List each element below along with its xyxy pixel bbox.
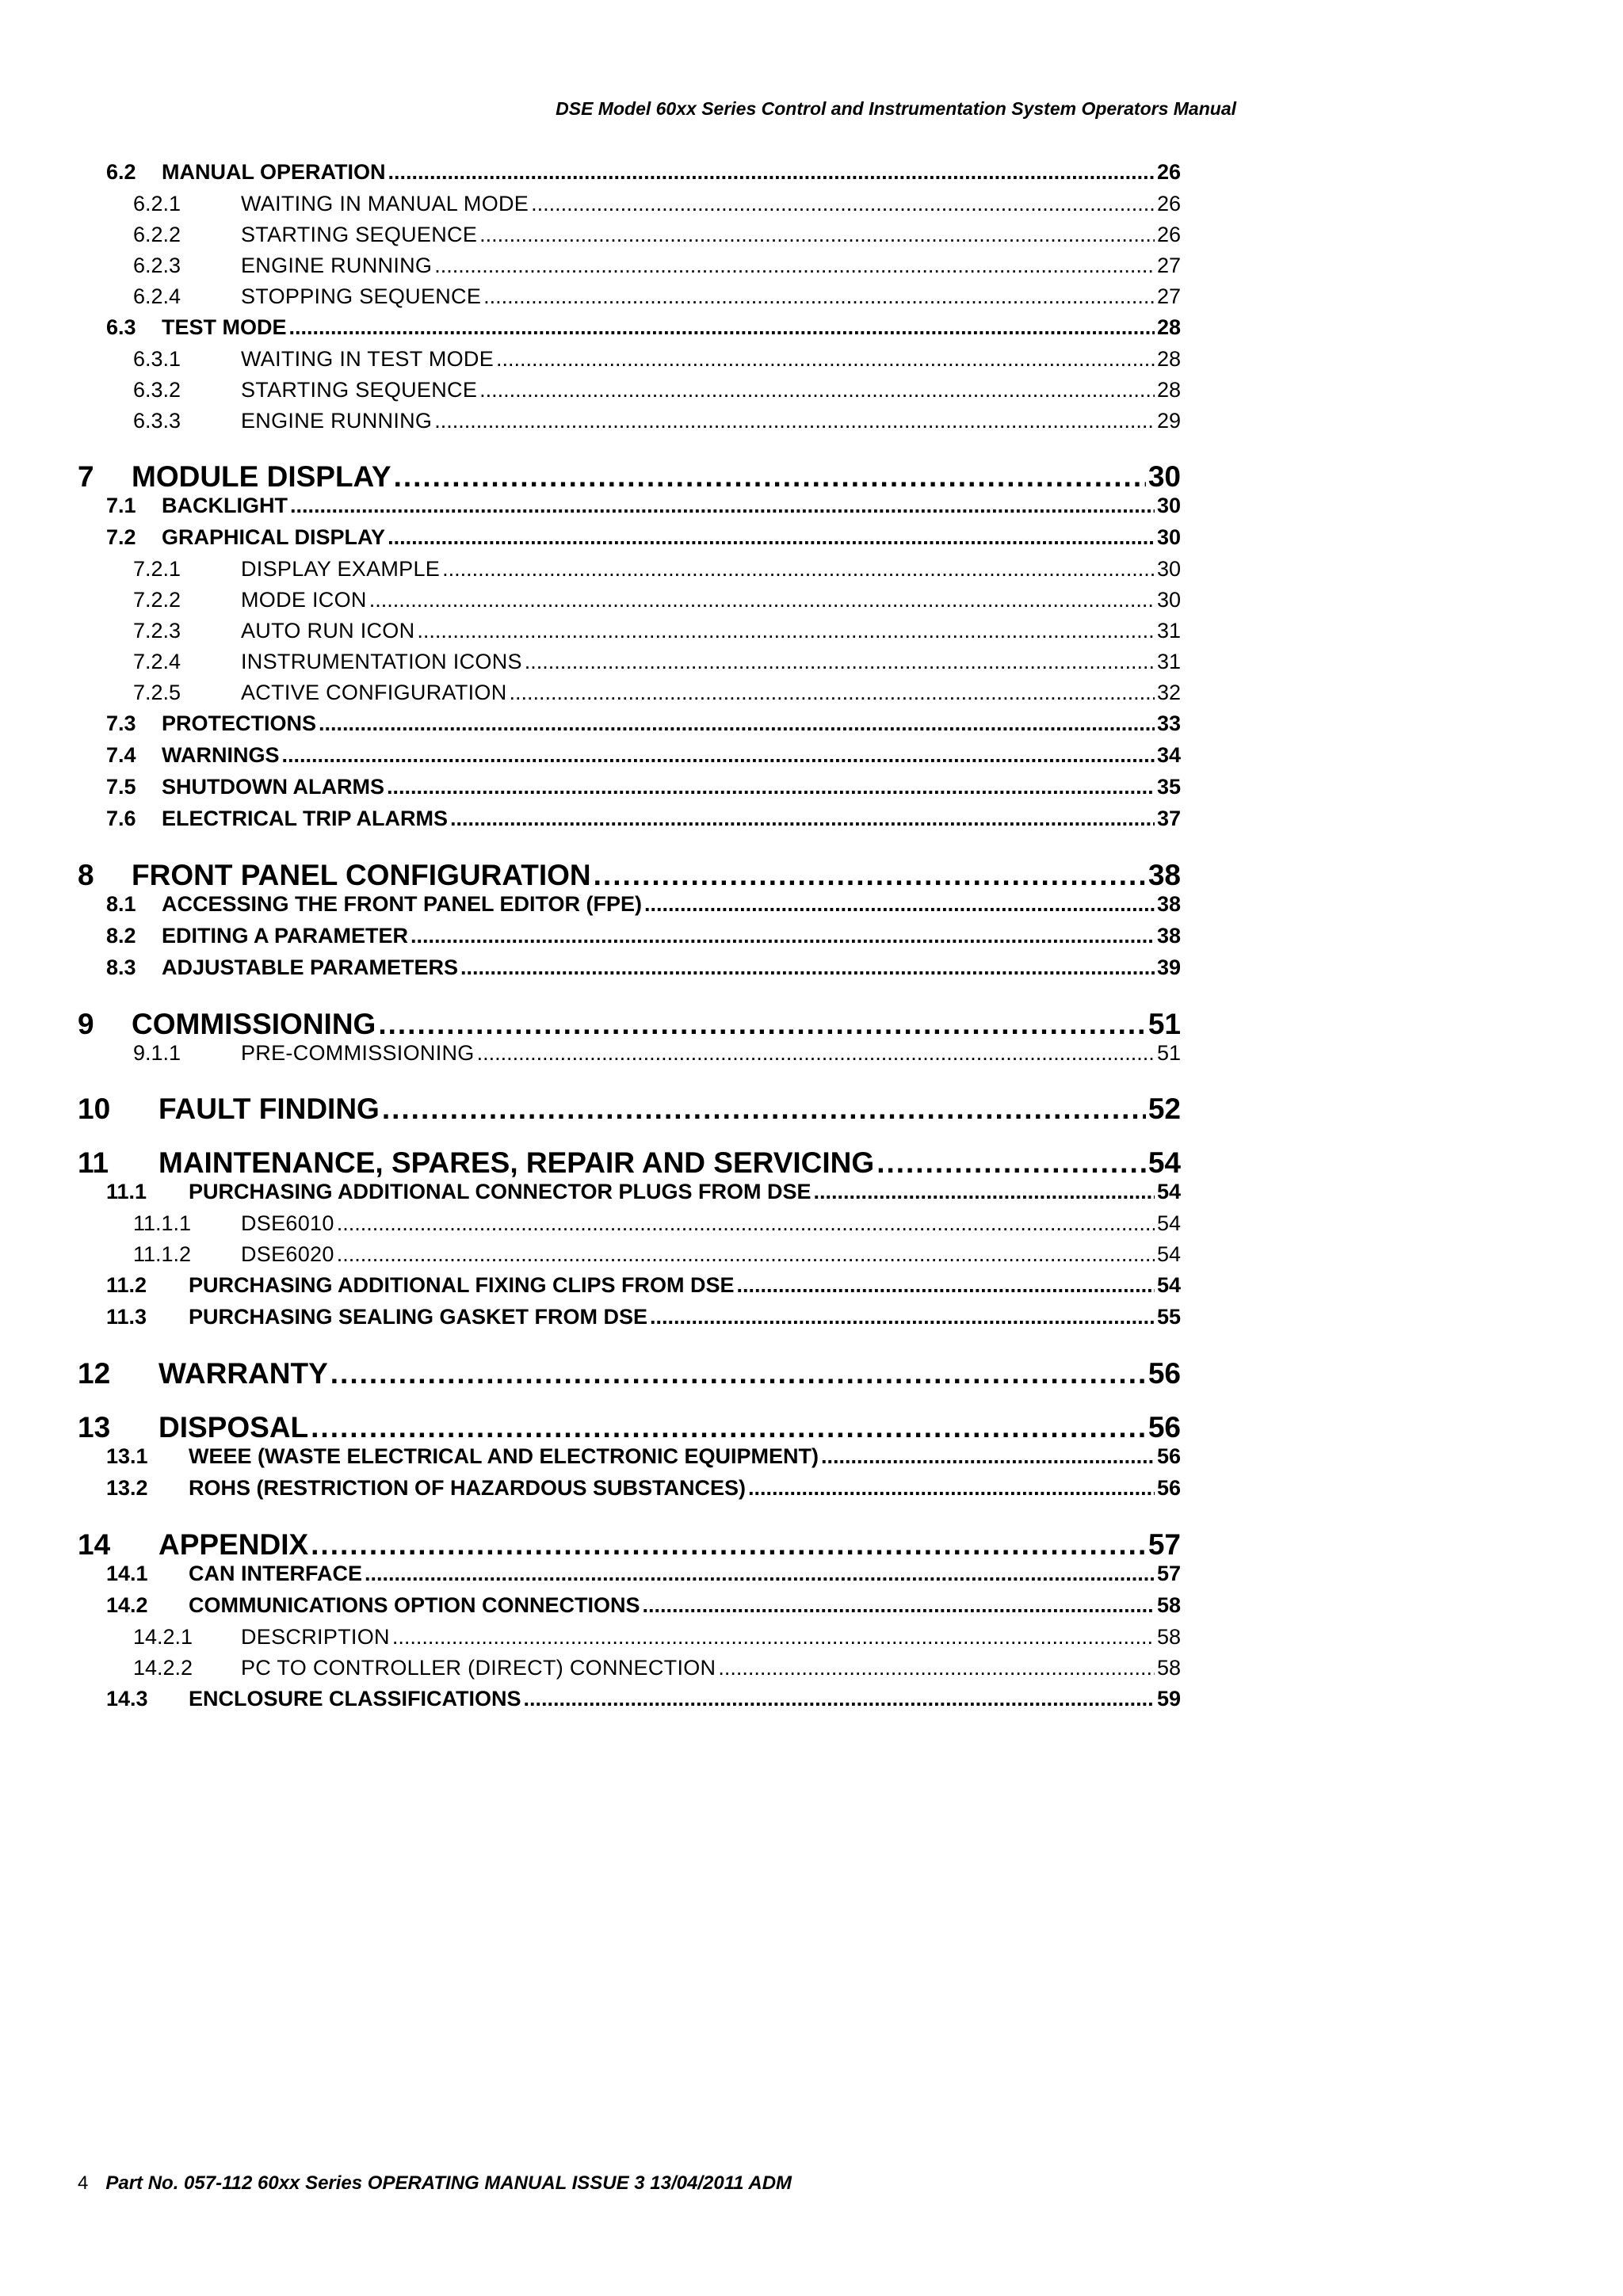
toc-leader-dots (290, 494, 1155, 518)
toc-entry[interactable] (78, 315, 1181, 347)
toc-entry-page: 38 (1148, 859, 1181, 891)
toc-entry-title: DESCRIPTION (241, 1625, 390, 1649)
toc-entry-number: 6.3 (106, 315, 136, 339)
toc-leader-dots (319, 711, 1155, 736)
toc-entry-number: 7.2.5 (133, 681, 181, 704)
toc-leader-dots (365, 1562, 1155, 1586)
toc-entry-title: TEST MODE (162, 315, 287, 339)
toc-entry-page: 28 (1156, 378, 1181, 402)
toc-entry-page: 31 (1156, 650, 1181, 673)
toc-entry-title: AUTO RUN ICON (241, 619, 415, 643)
toc-entry-title: WEEE (WASTE ELECTRICAL AND ELECTRONIC EQUIPMENT) (189, 1444, 819, 1468)
toc-entry-page: 56 (1156, 1476, 1181, 1500)
toc-entry-title: COMMISSIONING (132, 1008, 376, 1040)
toc-entry[interactable] (78, 955, 1181, 987)
toc-leader-dots (643, 1593, 1155, 1618)
toc-entry-title: WAITING IN TEST MODE (241, 347, 495, 371)
toc-entry-number: 6.2.1 (133, 192, 181, 215)
toc-entry[interactable] (78, 223, 1181, 254)
toc-entry-number: 8.1 (106, 892, 136, 916)
toc-entry-title: APPENDIX (158, 1528, 309, 1561)
toc-leader-dots (483, 284, 1155, 309)
toc-entry[interactable] (78, 892, 1181, 924)
toc-leader-dots (479, 223, 1155, 247)
toc-entry-title: DISPLAY EXAMPLE (241, 557, 441, 581)
toc-entry-page: 56 (1156, 1444, 1181, 1468)
toc-leader-dots (650, 1305, 1155, 1329)
toc-leader-dots (378, 1008, 1146, 1041)
toc-entry-number: 6.3.3 (133, 409, 181, 433)
toc-entry-page: 26 (1156, 160, 1181, 184)
toc-entry[interactable] (78, 924, 1181, 955)
toc-entry-page: 35 (1156, 775, 1181, 799)
toc-entry-page: 52 (1148, 1093, 1181, 1125)
toc-entry-title: ACCESSING THE FRONT PANEL EDITOR (FPE) (162, 892, 643, 916)
toc-entry[interactable] (78, 1008, 1181, 1041)
toc-entry-number: 7.2.4 (133, 650, 181, 673)
toc-entry-number: 7.2.1 (133, 557, 181, 581)
toc-entry-title: COMMUNICATIONS OPTION CONNECTIONS (189, 1593, 640, 1617)
toc-entry-page: 28 (1156, 315, 1181, 339)
toc-entry-number: 7.1 (106, 494, 136, 517)
toc-entry-number: 10 (78, 1093, 111, 1125)
toc-entry-page: 30 (1156, 525, 1181, 549)
toc-entry[interactable] (78, 1687, 1181, 1718)
toc-entry-number: 8 (78, 859, 94, 891)
toc-entry-page: 26 (1156, 192, 1181, 215)
toc-entry-title: WARRANTY (158, 1357, 328, 1390)
toc-entry[interactable] (78, 588, 1181, 619)
toc-leader-dots (460, 955, 1155, 980)
running-header: DSE Model 60xx Series Control and Instrumentation System Operators Manual (556, 98, 1236, 119)
toc-entry-title: ADJUSTABLE PARAMETERS (162, 955, 459, 979)
toc-entry-page: 32 (1156, 681, 1181, 704)
toc-entry[interactable] (78, 525, 1181, 557)
toc-entry-page: 28 (1156, 347, 1181, 371)
toc-leader-dots (388, 525, 1155, 550)
toc-entry-title: PURCHASING ADDITIONAL FIXING CLIPS FROM DSE (189, 1273, 735, 1297)
toc-entry-number: 7.6 (106, 807, 136, 830)
toc-leader-dots (479, 378, 1155, 402)
toc-entry-page: 57 (1156, 1562, 1181, 1585)
toc-entry-page: 58 (1156, 1625, 1181, 1649)
toc-entry-title: INSTRUMENTATION ICONS (241, 650, 522, 673)
toc-entry-page: 54 (1148, 1146, 1181, 1179)
toc-leader-dots (282, 743, 1155, 768)
toc-entry-page: 27 (1156, 284, 1181, 308)
toc-entry[interactable] (78, 807, 1181, 838)
toc-entry-page: 26 (1156, 223, 1181, 246)
toc-leader-dots (394, 460, 1146, 494)
toc-entry-number: 8.3 (106, 955, 136, 979)
toc-entry[interactable] (78, 681, 1181, 711)
toc-leader-dots (814, 1180, 1155, 1204)
toc-leader-dots (337, 1242, 1155, 1267)
toc-entry[interactable] (78, 1242, 1181, 1273)
toc-leader-dots (477, 1041, 1155, 1066)
toc-entry[interactable] (78, 1528, 1181, 1562)
toc-entry-number: 7.4 (106, 743, 136, 767)
toc-entry-number: 6.2 (106, 160, 136, 184)
toc-entry-page: 54 (1156, 1180, 1181, 1203)
toc-entry-number: 11 (78, 1146, 109, 1179)
toc-leader-dots (718, 1656, 1155, 1680)
toc-entry-page: 55 (1156, 1305, 1181, 1329)
toc-leader-dots (369, 588, 1155, 612)
toc-entry-number: 6.2.4 (133, 284, 181, 308)
toc-entry[interactable] (78, 557, 1181, 588)
toc-leader-dots (434, 409, 1155, 433)
toc-entry-title: ENCLOSURE CLASSIFICATIONS (189, 1687, 521, 1711)
toc-entry-page: 37 (1156, 807, 1181, 830)
toc-leader-dots (382, 1093, 1146, 1126)
toc-entry[interactable] (78, 1411, 1181, 1444)
toc-entry-number: 9 (78, 1008, 94, 1040)
toc-entry-number: 11.1.1 (133, 1211, 192, 1235)
toc-leader-dots (388, 160, 1155, 185)
toc-leader-dots (392, 1625, 1155, 1650)
toc-leader-dots (821, 1444, 1155, 1469)
toc-entry-title: ROHS (RESTRICTION OF HAZARDOUS SUBSTANCES) (189, 1476, 747, 1500)
toc-entry-number: 6.2.3 (133, 254, 181, 277)
toc-entry-number: 11.3 (106, 1305, 147, 1329)
toc-entry-page: 58 (1156, 1656, 1181, 1680)
toc-entry-page: 38 (1156, 892, 1181, 916)
toc-entry[interactable] (78, 1593, 1181, 1625)
toc-entry-page: 56 (1148, 1411, 1181, 1444)
toc-entry-title: ACTIVE CONFIGURATION (241, 681, 507, 704)
toc-entry-number: 6.2.2 (133, 223, 181, 246)
toc-entry-title: WARNINGS (162, 743, 280, 767)
toc-leader-dots (311, 1528, 1146, 1562)
toc-entry-page: 56 (1148, 1357, 1181, 1390)
toc-entry-number: 6.3.1 (133, 347, 181, 371)
toc-entry-title: CAN INTERFACE (189, 1562, 363, 1585)
toc-entry-title: PURCHASING ADDITIONAL CONNECTOR PLUGS FROM DSE (189, 1180, 812, 1203)
toc-entry-number: 6.3.2 (133, 378, 181, 402)
toc-entry[interactable] (78, 460, 1181, 494)
toc-entry-number: 8.2 (106, 924, 136, 948)
toc-entry-number: 14 (78, 1528, 111, 1561)
toc-entry-title: EDITING A PARAMETER (162, 924, 409, 948)
toc-entry-title: FRONT PANEL CONFIGURATION (132, 859, 591, 891)
toc-entry-title: SHUTDOWN ALARMS (162, 775, 384, 799)
toc-entry-page: 58 (1156, 1593, 1181, 1617)
toc-entry-title: MODULE DISPLAY (132, 460, 391, 493)
toc-entry[interactable] (78, 1625, 1181, 1656)
toc-leader-dots (417, 619, 1155, 643)
page-number: 4 (78, 2172, 89, 2194)
toc-entry[interactable] (78, 859, 1181, 892)
toc-entry-page: 29 (1156, 409, 1181, 433)
toc-entry[interactable] (78, 1041, 1181, 1072)
toc-leader-dots (434, 254, 1155, 278)
toc-leader-dots (496, 347, 1155, 372)
toc-entry-title: ELECTRICAL TRIP ALARMS (162, 807, 449, 830)
toc-entry-title: PRE-COMMISSIONING (241, 1041, 475, 1065)
toc-entry-number: 11.1 (106, 1180, 147, 1203)
toc-entry[interactable] (78, 254, 1181, 284)
toc-entry[interactable] (78, 1093, 1181, 1126)
toc-leader-dots (289, 315, 1155, 340)
toc-entry-number: 11.2 (106, 1273, 147, 1297)
toc-entry-title: MANUAL OPERATION (162, 160, 386, 184)
toc-entry[interactable] (78, 1562, 1181, 1593)
toc-entry-number: 13 (78, 1411, 111, 1444)
toc-entry-page: 30 (1156, 494, 1181, 517)
toc-entry-number: 14.3 (106, 1687, 148, 1711)
toc-entry-page: 57 (1148, 1528, 1181, 1561)
toc-entry-title: WAITING IN MANUAL MODE (241, 192, 529, 215)
toc-entry-page: 38 (1156, 924, 1181, 948)
toc-entry[interactable] (78, 650, 1181, 681)
toc-entry-page: 51 (1156, 1041, 1181, 1065)
toc-entry[interactable] (78, 1211, 1181, 1242)
toc-entry-title: PURCHASING SEALING GASKET FROM DSE (189, 1305, 648, 1329)
toc-entry[interactable] (78, 1180, 1181, 1211)
toc-entry-number: 14.1 (106, 1562, 148, 1585)
toc-leader-dots (594, 859, 1146, 892)
toc-entry[interactable] (78, 409, 1181, 440)
toc-leader-dots (644, 892, 1155, 917)
toc-entry-page: 30 (1148, 460, 1181, 493)
toc-entry[interactable] (78, 1656, 1181, 1687)
toc-entry-title: GRAPHICAL DISPLAY (162, 525, 386, 549)
toc-entry-number: 7 (78, 460, 94, 493)
toc-entry[interactable] (78, 378, 1181, 409)
toc-leader-dots (510, 681, 1155, 705)
toc-entry-number: 7.2 (106, 525, 136, 549)
toc-entry-title: PC TO CONTROLLER (DIRECT) CONNECTION (241, 1656, 716, 1680)
toc-leader-dots (524, 1687, 1155, 1711)
toc-leader-dots (411, 924, 1155, 948)
toc-entry-title: BACKLIGHT (162, 494, 288, 517)
toc-entry-title: DISPOSAL (158, 1411, 309, 1444)
toc-entry-page: 27 (1156, 254, 1181, 277)
toc-entry-title: MODE ICON (241, 588, 367, 612)
toc-entry[interactable] (78, 1273, 1181, 1305)
toc-entry[interactable] (78, 1357, 1181, 1390)
toc-entry[interactable] (78, 775, 1181, 807)
toc-leader-dots (311, 1411, 1146, 1444)
toc-entry[interactable] (78, 619, 1181, 650)
toc-entry-title: FAULT FINDING (158, 1093, 380, 1125)
toc-entry-number: 7.2.3 (133, 619, 181, 643)
toc-entry[interactable] (78, 1146, 1181, 1180)
toc-entry-page: 54 (1156, 1242, 1181, 1266)
toc-entry-page: 59 (1156, 1687, 1181, 1711)
toc-entry-page: 31 (1156, 619, 1181, 643)
toc-entry[interactable] (78, 1444, 1181, 1476)
toc-leader-dots (525, 650, 1155, 674)
toc-entry[interactable] (78, 1305, 1181, 1337)
toc-entry-page: 51 (1148, 1008, 1181, 1040)
toc-entry[interactable] (78, 711, 1181, 743)
toc-entry-page: 54 (1156, 1211, 1181, 1235)
toc-entry-title: ENGINE RUNNING (241, 409, 433, 433)
toc-entry-page: 30 (1156, 588, 1181, 612)
toc-entry-page: 39 (1156, 955, 1181, 979)
toc-leader-dots (337, 1211, 1155, 1236)
toc-entry-title: ENGINE RUNNING (241, 254, 433, 277)
toc-leader-dots (450, 807, 1155, 831)
toc-entry-title: DSE6010 (241, 1211, 334, 1235)
toc-entry-number: 9.1.1 (133, 1041, 181, 1065)
toc-entry-number: 14.2 (106, 1593, 148, 1617)
toc-entry-number: 14.2.2 (133, 1656, 193, 1680)
toc-entry[interactable] (78, 192, 1181, 223)
toc-entry-number: 13.2 (106, 1476, 148, 1500)
toc-entry-page: 34 (1156, 743, 1181, 767)
toc-entry-title: STOPPING SEQUENCE (241, 284, 482, 308)
toc-entry-title: DSE6020 (241, 1242, 334, 1266)
toc-entry-title: MAINTENANCE, SPARES, REPAIR AND SERVICING (158, 1146, 875, 1179)
toc-entry-number: 13.1 (106, 1444, 148, 1468)
toc-leader-dots (387, 775, 1155, 799)
footer-text: Part No. 057-112 60xx Series OPERATING MANUAL ISSUE 3 13/04/2011 ADM (105, 2172, 792, 2194)
toc-entry-title: PROTECTIONS (162, 711, 317, 735)
toc-entry[interactable] (78, 1476, 1181, 1508)
toc-entry[interactable] (78, 347, 1181, 378)
toc-entry-page: 54 (1156, 1273, 1181, 1297)
page-footer (78, 2172, 792, 2195)
toc-entry-number: 7.5 (106, 775, 136, 799)
toc-entry-page: 33 (1156, 711, 1181, 735)
table-of-contents (78, 160, 1181, 1718)
toc-entry-number: 7.3 (106, 711, 136, 735)
toc-leader-dots (330, 1357, 1146, 1390)
toc-entry[interactable] (78, 494, 1181, 525)
toc-entry-title: STARTING SEQUENCE (241, 378, 478, 402)
toc-leader-dots (748, 1476, 1155, 1501)
toc-entry-number: 12 (78, 1357, 111, 1390)
toc-entry-number: 7.2.2 (133, 588, 181, 612)
toc-leader-dots (876, 1146, 1146, 1180)
toc-entry[interactable] (78, 743, 1181, 775)
toc-entry[interactable] (78, 284, 1181, 315)
toc-entry[interactable] (78, 160, 1181, 192)
toc-entry-page: 30 (1156, 557, 1181, 581)
toc-leader-dots (531, 192, 1155, 216)
toc-entry-title: STARTING SEQUENCE (241, 223, 478, 246)
toc-leader-dots (442, 557, 1155, 582)
toc-leader-dots (737, 1273, 1155, 1298)
toc-entry-number: 11.1.2 (133, 1242, 192, 1266)
toc-entry-number: 14.2.1 (133, 1625, 193, 1649)
